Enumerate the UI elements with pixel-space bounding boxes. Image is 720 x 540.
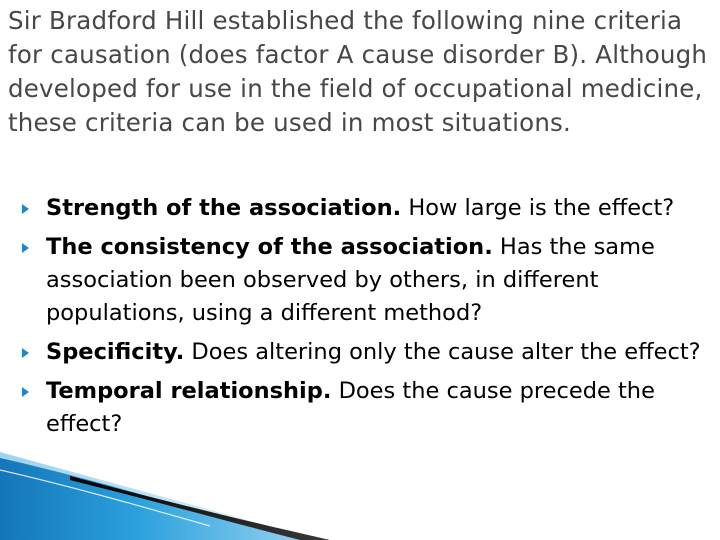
slide-title: Sir Bradford Hill established the following nine criteria for causation (does factor A cause disorder B). Although developed for use in the field of occupational medicine, these criteria can be used in most situations.: [8, 6, 708, 137]
criterion-term: Specificity.: [46, 339, 185, 365]
triangle-right-icon: [22, 204, 29, 214]
criterion-description: Does the cause precede the effect?: [46, 378, 655, 437]
criterion-term: Strength of the association.: [46, 195, 402, 221]
list-item: [18, 192, 708, 225]
list-item: [18, 375, 708, 441]
triangle-right-icon: [22, 243, 29, 253]
triangle-right-icon: [22, 348, 29, 358]
criterion-description: How large is the effect?: [408, 195, 675, 221]
criterion-description: Has the same association been observed by others, in different populations, using a different method?: [46, 234, 655, 326]
criterion-description: Does altering only the cause alter the effect?: [191, 339, 701, 365]
list-item: [18, 231, 708, 330]
criteria-list: [18, 192, 708, 447]
criterion-term: The consistency of the association.: [46, 234, 493, 260]
triangle-right-icon: [22, 387, 29, 397]
criterion-term: Temporal relationship.: [46, 378, 332, 404]
list-item: [18, 336, 708, 369]
